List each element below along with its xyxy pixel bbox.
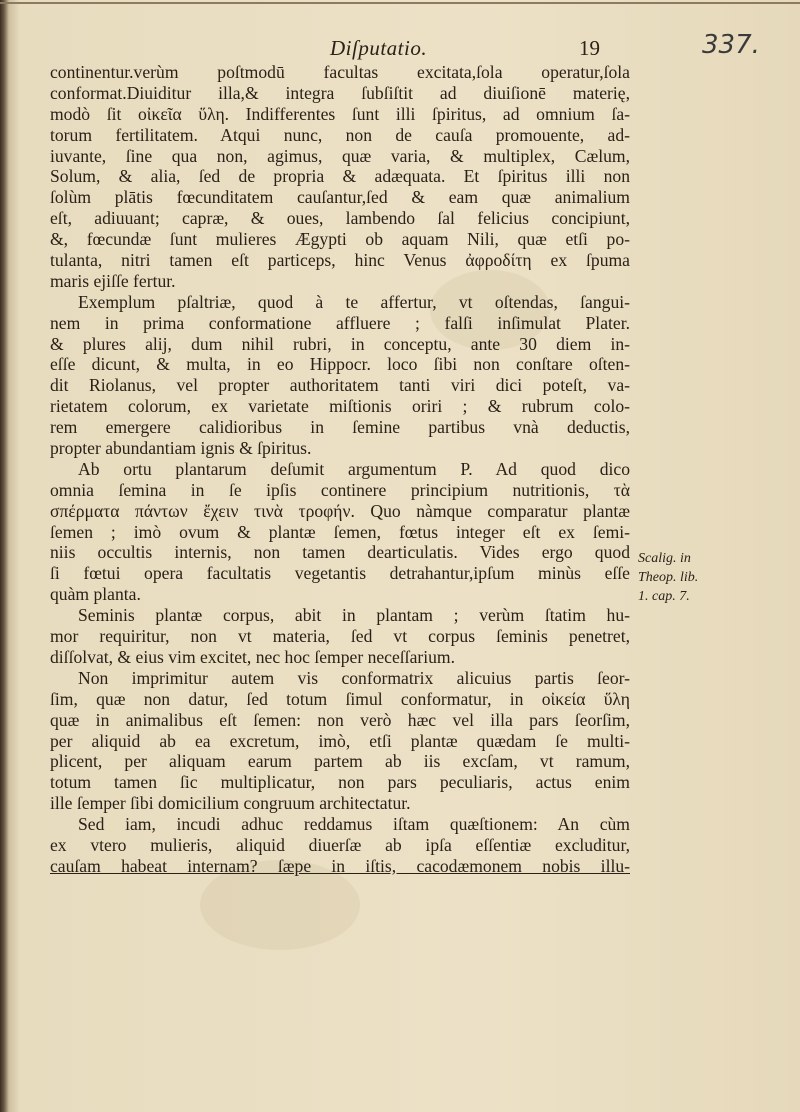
body-text bbox=[50, 62, 630, 877]
text-line: ille ſemper ſibi domicilium congruum architectatur. bbox=[50, 793, 411, 814]
paragraph-start-line: Seminis plantæ corpus, abit in plantam ; verùm ſtatim hu- bbox=[78, 605, 630, 626]
text-line: quàm planta. bbox=[50, 584, 141, 605]
underlined-text: cauſam habeat internam? ſæpe in iſtis, cacodæmonem nobis illu- bbox=[50, 855, 630, 876]
text-line: nem in prima conformatione affluere ; falſi inſimulat Plater. bbox=[50, 312, 630, 333]
page-number: 19 bbox=[579, 36, 600, 60]
text-line: dit Riolanus, vel propter authoritatem tanti viri dici poteſt, va- bbox=[50, 375, 630, 396]
text-line: tulanta, nitri tamen eſt particeps, hinc Venus ἀφροδίτη ex ſpuma bbox=[50, 250, 630, 271]
page-top-edge bbox=[0, 2, 800, 4]
text-line: rem emergere calidioribus in ſemine partibus vnà deductis, bbox=[50, 417, 630, 438]
text-line: eſſe dicunt, & multa, in eo Hippocr. loco ſibi non conſtare oſten- bbox=[50, 354, 630, 375]
paragraph-start-line: Exemplum pſaltriæ, quod à te affertur, vt oſtendas, ſangui- bbox=[78, 291, 630, 312]
running-title: Diſputatio. bbox=[330, 36, 428, 60]
text-line: quæ in animalibus eſt ſemen: non verò hæc vel illa pars ſeorſim, bbox=[50, 709, 630, 730]
text-line: per aliquid ab ea excretum, imò, etſi plantæ quædam ſe multi- bbox=[50, 730, 630, 751]
text-line: rietatem colorum, ex varietate miſtionis oriri ; & rubrum colo- bbox=[50, 396, 630, 417]
text-line: σπέρματα πάντων ἔχειν τινὰ τροφήν. Quo nàmque comparatur plantæ bbox=[50, 500, 630, 521]
margin-note bbox=[638, 549, 798, 606]
text-line: plicent, per aliquam earum partem ab iis excſam, vt ramum, bbox=[50, 751, 630, 772]
paragraph-start-line: Sed iam, incudi adhuc reddamus iſtam quæſtionem: An cùm bbox=[78, 814, 630, 835]
text-line: Solum, & alia, ſed de propria & adæquata. Et ſpiritus illi non bbox=[50, 166, 630, 187]
margin-note-line: 1. cap. 7. bbox=[638, 589, 690, 604]
text-line: diſſolvat, & eius vim excitet, nec hoc ſemper neceſſarium. bbox=[50, 646, 456, 667]
text-line: propter abundantiam ignis & ſpiritus. bbox=[50, 438, 312, 459]
underlined-text-line bbox=[50, 856, 630, 877]
text-line: eſt, adiuuant; capræ, & oues, lambendo ſal felicius concipiunt, bbox=[50, 208, 630, 229]
paragraph-start-line: Non imprimitur autem vis conformatrix alicuius partis ſeor- bbox=[78, 667, 630, 688]
text-line: omnia ſemina in ſe ipſis continere principium nutritionis, τὰ bbox=[50, 479, 630, 500]
text-line: ex vtero mulieris, aliquid diuerſæ ab ipſa eſſentiæ excluditur, bbox=[50, 834, 630, 855]
margin-note-line: Scalig. in bbox=[638, 551, 691, 566]
text-line: niis occultis internis, non tamen dearticulatis. Vides ergo quod bbox=[50, 542, 630, 563]
margin-note-line: Theop. lib. bbox=[638, 570, 699, 585]
text-line: modò ſit οἰκεῖα ὕλη. Indifferentes ſunt illi ſpiritus, ad omnium ſa- bbox=[50, 103, 630, 124]
text-line: ſim, quæ non datur, ſed totum ſimul conformatur, in οἰκεία ὕλη bbox=[50, 688, 630, 709]
handwritten-folio-number: 337. bbox=[702, 30, 760, 60]
text-line: maris ejiſſe fertur. bbox=[50, 270, 176, 291]
text-line: torum fertilitatem. Atqui nunc, non de cauſa promouente, ad- bbox=[50, 124, 630, 145]
paragraph-start-line: Ab ortu plantarum deſumit argumentum P. Ad quod dico bbox=[78, 458, 630, 479]
text-line: mor requiritur, non vt materia, ſed vt corpus ſeminis penetret, bbox=[50, 626, 630, 647]
text-line: totum tamen ſic multiplicatur, non pars peculiaris, actus enim bbox=[50, 772, 630, 793]
text-line: ſemen ; imò ovum & plantæ ſemen, fœtus integer eſt ex ſemi- bbox=[50, 521, 630, 542]
text-line: conformat.Diuiditur illa,& integra ſubſiſtit ad diuiſionē materię, bbox=[50, 82, 630, 103]
text-line: continentur.verùm poſtmodū facultas excitata,ſola operatur,ſola bbox=[50, 62, 630, 82]
text-line: ſolùm plātis fœcunditatem cauſantur,ſed & eam quæ animalium bbox=[50, 187, 630, 208]
text-line: iuvante, ſine qua non, agimus, quæ varia, & multiplex, Cælum, bbox=[50, 145, 630, 166]
text-line: & plures alij, dum nihil rubri, in conceptu, ante 30 diem in- bbox=[50, 333, 630, 354]
text-line: ſi fœtui opera facultatis vegetantis detrahantur,ipſum minùs eſſe bbox=[50, 563, 630, 584]
text-line: &, fœcundæ ſunt mulieres Ægypti ob aquam Nili, quæ etſi po- bbox=[50, 229, 630, 250]
